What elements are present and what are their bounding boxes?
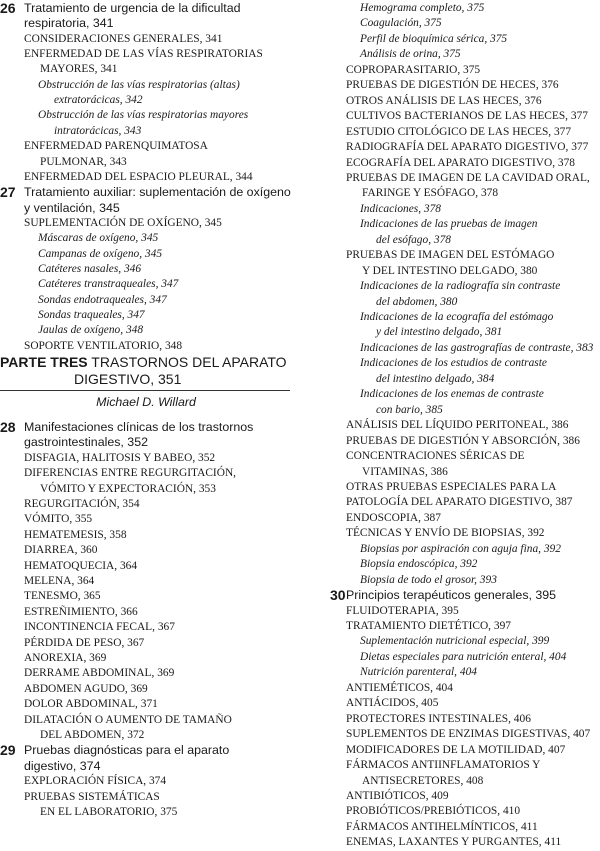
toc-entry-text: CULTIVOS BACTERIANOS DE LAS HECES, 377	[346, 110, 588, 123]
toc-entry-text: ENEMAS, LAXANTES Y PURGANTES, 411	[346, 836, 562, 849]
toc-entry-text: Catéteres nasales, 346	[38, 262, 142, 275]
toc-section-line	[346, 108, 588, 125]
toc-entry-text: MAYORES, 341	[40, 63, 118, 76]
toc-entry-text: PRUEBAS DE IMAGEN DEL ESTÓMAGO	[346, 249, 555, 262]
part-title-line2: DIGESTIVO, 351	[74, 371, 182, 387]
toc-section-line	[346, 139, 588, 156]
toc-entry-text: Principios terapéuticos generales, 395	[346, 588, 557, 603]
toc-entry-text: y del intestino delgado, 381	[376, 326, 503, 339]
toc-entry-text: Indicaciones de las pruebas de imagen	[360, 218, 538, 231]
toc-subsection-line	[376, 294, 457, 311]
toc-entry-text: SUPLEMENTOS DE ENZIMAS DIGESTIVAS, 407	[346, 728, 591, 741]
toc-entry-text: EN EL LABORATORIO, 375	[40, 806, 178, 818]
toc-entry-text: FARINGE Y ESÓFAGO, 378	[362, 187, 499, 200]
chapter-number: 28	[0, 419, 16, 435]
toc-subsection-line	[360, 201, 441, 218]
toc-section-line	[24, 338, 182, 355]
toc-section-line	[346, 124, 571, 141]
toc-section-line	[362, 263, 537, 280]
toc-entry-text: ECOGRAFÍA DEL APARATO DIGESTIVO, 378	[346, 156, 575, 169]
toc-entry-text: extratorácicas, 342	[54, 94, 143, 107]
toc-entry-text: del abdomen, 380	[376, 295, 458, 308]
toc-entry-text: Análisis de orina, 375	[360, 48, 461, 61]
toc-section-line	[362, 464, 448, 481]
toc-subsection-line	[360, 386, 544, 403]
toc-entry-text: HEMATEMESIS, 358	[24, 528, 127, 541]
toc-subsection-line	[360, 46, 461, 63]
toc-entry-text: DILATACIÓN O AUMENTO DE TAMAÑO	[24, 713, 232, 726]
toc-entry-text: CONCENTRACIONES SÉRICAS DE	[346, 450, 525, 463]
toc-entry-text: Suplementación nutricional especial, 399	[360, 635, 550, 648]
toc-entry-text: VÓMITO, 355	[24, 513, 93, 526]
toc-entry-text: PRUEBAS DE DIGESTIÓN Y ABSORCIÓN, 386	[346, 434, 580, 447]
toc-section-line	[346, 695, 438, 712]
toc-entry-text: PRUEBAS SISTEMÁTICAS	[24, 790, 160, 803]
toc-entry-text: PÉRDIDA DE PESO, 367	[24, 636, 145, 649]
toc-entry-text: SOPORTE VENTILATORIO, 348	[24, 339, 183, 352]
toc-section-line	[346, 170, 590, 187]
toc-section-line	[346, 819, 538, 836]
toc-entry-text: DOLOR ABDOMINAL, 371	[24, 698, 158, 711]
toc-entry-text: RADIOGRAFÍA DEL APARATO DIGESTIVO, 377	[346, 141, 589, 154]
toc-entry-text: ANTIBIÓTICOS, 409	[346, 789, 449, 802]
toc-entry-text: Sondas traqueales, 347	[38, 309, 145, 321]
toc-entry-text: Sondas endotraqueales, 347	[38, 293, 167, 306]
toc-subsection-line	[360, 15, 442, 32]
toc-entry-text: ESTUDIO CITOLÓGICO DE LAS HECES, 377	[346, 125, 572, 138]
toc-subsection-line	[376, 232, 451, 249]
toc-entry-text: Manifestaciones clínicas de los trastornos	[24, 420, 254, 434]
toc-section-line	[346, 448, 524, 465]
toc-entry-text: FÁRMACOS ANTIINFLAMATORIOS Y	[346, 759, 541, 772]
toc-entry-text: DEL ABDOMEN, 372	[40, 729, 145, 741]
toc-subsection-line	[376, 324, 502, 341]
toc-entry-text: Catéteres transtraqueales, 347	[38, 278, 179, 291]
toc-entry-text: ANOREXIA, 369	[24, 652, 107, 664]
toc-subsection-line	[360, 340, 593, 357]
part-heading	[0, 354, 292, 387]
toc-entry-text: INCONTINENCIA FECAL, 367	[24, 621, 175, 634]
toc-section-line	[362, 185, 498, 202]
toc-entry-text: HEMATOQUECIA, 364	[24, 559, 138, 572]
toc-subsection-line	[360, 216, 537, 233]
toc-entry-text: Biopsia de todo el grosor, 393	[360, 573, 497, 586]
toc-section-line	[346, 742, 565, 759]
toc-subsection-line	[360, 278, 560, 295]
toc-entry-text: PULMONAR, 343	[40, 155, 127, 168]
toc-section-line	[362, 773, 483, 790]
toc-entry-text: OTRAS PRUEBAS ESPECIALES PARA LA	[346, 480, 557, 493]
toc-entry-text: ANTIEMÉTICOS, 404	[346, 681, 453, 694]
toc-entry-text: Tratamiento auxiliar: suplementación de oxígeno	[24, 185, 291, 200]
toc-subsection-line	[360, 556, 477, 573]
toc-entry-text: PATOLOGÍA DEL APARATO DIGESTIVO, 387	[346, 496, 573, 509]
toc-entry-text: DIARREA, 360	[24, 544, 98, 557]
toc-entry-text: VÓMITO Y EXPECTORACIÓN, 353	[40, 482, 216, 495]
toc-entry-text: ESTREÑIMIENTO, 366	[24, 605, 138, 618]
toc-entry-text: Perfil de bioquímica sérica, 375	[360, 32, 508, 45]
toc-entry-text: PRUEBAS DE IMAGEN DE LA CAVIDAD ORAL,	[346, 171, 590, 184]
toc-section-line	[346, 726, 590, 743]
toc-section-line	[346, 680, 453, 697]
toc-subsection-line	[360, 633, 549, 650]
toc-section-line	[40, 804, 177, 821]
toc-section-line	[346, 433, 580, 450]
toc-entry-text: PRUEBAS DE DIGESTIÓN DE HECES, 376	[346, 79, 559, 92]
toc-subsection-line	[376, 371, 494, 388]
toc-entry-text: ENFERMEDAD DEL ESPACIO PLEURAL, 344	[24, 170, 253, 183]
toc-entry-text: Jaulas de oxígeno, 348	[38, 324, 144, 337]
part-label: PARTE TRES	[0, 354, 88, 370]
toc-entry-text: Máscaras de oxígeno, 345	[38, 232, 159, 245]
toc-entry-text: Tratamiento de urgencia de la dificultad	[24, 1, 241, 15]
toc-section-line	[346, 618, 511, 635]
toc-entry-text: digestivo, 374	[24, 758, 101, 773]
toc-section-line	[346, 788, 449, 805]
toc-entry-text: DISFAGIA, HALITOSIS Y BABEO, 352	[24, 451, 216, 464]
part-divider	[0, 390, 290, 391]
toc-entry-text: ANÁLISIS DEL LÍQUIDO PERITONEAL, 386	[346, 419, 569, 432]
toc-entry-text: Pruebas diagnósticas para el aparato	[24, 743, 230, 758]
toc-subsection-line	[360, 309, 553, 326]
toc-entry-text: y ventilación, 345	[24, 200, 120, 215]
toc-entry-text: TENESMO, 365	[24, 590, 101, 603]
toc-entry-text: ABDOMEN AGUDO, 369	[24, 682, 148, 695]
toc-subsection-line	[360, 541, 561, 558]
toc-subsection-line	[376, 402, 443, 419]
toc-section-line	[346, 494, 572, 511]
toc-entry-text: Dietas especiales para nutrición enteral, 404	[360, 650, 567, 663]
toc-section-line	[346, 603, 459, 620]
toc-entry-text: del esófago, 378	[376, 233, 451, 246]
toc-section-line	[346, 525, 545, 542]
toc-section-line	[346, 479, 556, 496]
toc-chapter-line	[330, 587, 557, 604]
toc-section-line	[346, 757, 540, 774]
toc-section-line	[346, 510, 441, 527]
part-author: Michael D. Willard	[96, 395, 196, 409]
chapter-number: 26	[0, 0, 16, 16]
toc-section-line	[346, 803, 520, 820]
toc-entry-text: ENDOSCOPIA, 387	[346, 511, 441, 524]
toc-section-line	[346, 77, 559, 94]
toc-entry-text: EXPLORACIÓN FÍSICA, 374	[24, 775, 167, 788]
toc-entry-text: gastrointestinales, 352	[24, 435, 148, 450]
toc-section-line	[346, 247, 554, 264]
toc-entry-text: ANTISECRETORES, 408	[362, 774, 484, 787]
toc-entry-text: MELENA, 364	[24, 575, 95, 587]
toc-section-line	[346, 155, 575, 172]
toc-entry-text: CONSIDERACIONES GENERALES, 341	[24, 32, 223, 45]
toc-entry-text: FÁRMACOS ANTIHELMÍNTICOS, 411	[346, 820, 538, 833]
chapter-number: 29	[0, 742, 16, 759]
toc-entry-text: intratorácicas, 343	[54, 124, 142, 137]
toc-entry-text: ENFERMEDAD DE LAS VÍAS RESPIRATORIAS	[24, 48, 263, 61]
toc-subsection-line	[360, 572, 497, 589]
toc-entry-text: PROBIÓTICOS/PREBIÓTICOS, 410	[346, 805, 521, 818]
toc-entry-text: MODIFICADORES DE LA MOTILIDAD, 407	[346, 743, 566, 756]
chapter-number: 27	[0, 184, 16, 201]
toc-section-line	[346, 93, 542, 110]
toc-entry-text: REGURGITACIÓN, 354	[24, 498, 140, 510]
toc-entry-text: con bario, 385	[376, 403, 443, 416]
toc-entry-text: del intestino delgado, 384	[376, 372, 495, 385]
toc-section-line	[346, 62, 480, 79]
toc-entry-text: Indicaciones de la radiografía sin contraste	[360, 280, 561, 293]
toc-entry-text: Indicaciones de las gastrografías de contraste, 383	[360, 341, 594, 354]
toc-entry-text: ENFERMEDAD PARENQUIMATOSA	[24, 140, 208, 153]
toc-section-line	[346, 417, 568, 434]
toc-entry-text: Coagulación, 375	[360, 17, 442, 30]
toc-entry-text: Biopsia endoscópica, 392	[360, 558, 478, 571]
toc-entry-text: Indicaciones de los estudios de contraste	[360, 357, 547, 370]
toc-entry-text: respiratoria, 341	[24, 16, 114, 31]
toc-subsection-line	[360, 664, 477, 681]
toc-entry-text: OTROS ANÁLISIS DE LAS HECES, 376	[346, 94, 542, 107]
toc-entry-text: FLUIDOTERAPIA, 395	[346, 604, 459, 617]
toc-entry-text: Hemograma completo, 375	[360, 2, 485, 14]
toc-entry-text: VITAMINAS, 386	[362, 465, 448, 478]
toc-entry-text: COPROPARASITARIO, 375	[346, 63, 481, 76]
toc-subsection-line	[360, 31, 507, 48]
toc-subsection-line	[360, 0, 484, 17]
toc-entry-text: Nutrición parenteral, 404	[360, 666, 477, 679]
toc-entry-text: Y DEL INTESTINO DELGADO, 380	[362, 264, 538, 277]
toc-entry-text: Obstrucción de las vías respiratorias (altas)	[38, 78, 240, 91]
toc-entry-text: Obstrucción de las vías respiratorias mayores	[38, 109, 249, 122]
toc-entry-text: Campanas de oxígeno, 345	[38, 247, 163, 260]
toc-entry-text: SUPLEMENTACIÓN DE OXÍGENO, 345	[24, 216, 222, 229]
toc-entry-text: DERRAME ABDOMINAL, 369	[24, 667, 175, 680]
part-title-line1: TRASTORNOS DEL APARATO	[91, 354, 287, 370]
toc-entry-text: ANTIÁCIDOS, 405	[346, 697, 439, 710]
toc-section-line	[346, 711, 531, 728]
toc-entry-text: Indicaciones de la ecografía del estómago	[360, 311, 554, 323]
toc-subsection-line	[360, 649, 566, 666]
toc-subsection-line	[360, 355, 547, 372]
toc-entry-text: TÉCNICAS Y ENVÍO DE BIOPSIAS, 392	[346, 527, 545, 540]
toc-entry-text: DIFERENCIAS ENTRE REGURGITACIÓN,	[24, 467, 237, 480]
toc-entry-text: Indicaciones de los enemas de contraste	[360, 388, 544, 401]
toc-entry-text: Biopsias por aspiración con aguja fina, 392	[360, 542, 561, 555]
toc-entry-text: PROTECTORES INTESTINALES, 406	[346, 712, 531, 725]
chapter-number: 30	[330, 587, 346, 604]
toc-entry-text: TRATAMIENTO DIETÉTICO, 397	[346, 620, 511, 632]
toc-entry-text: Indicaciones, 378	[360, 202, 441, 215]
toc-section-line	[346, 834, 561, 851]
